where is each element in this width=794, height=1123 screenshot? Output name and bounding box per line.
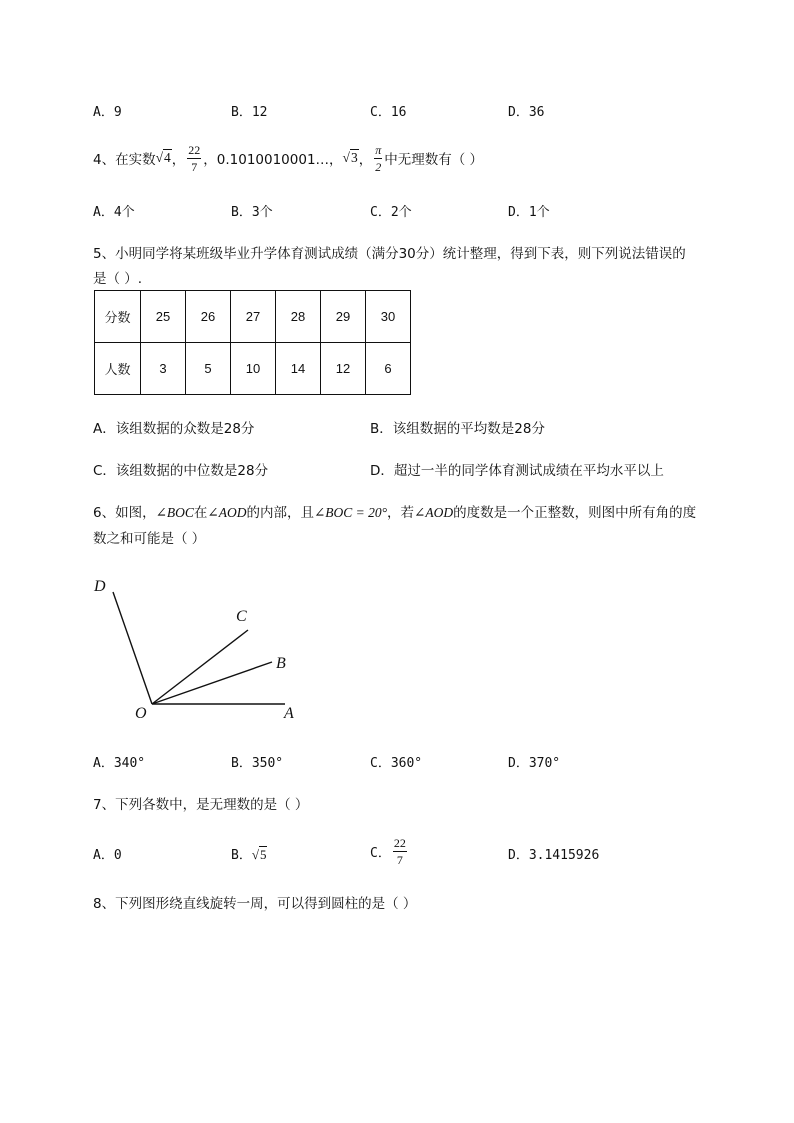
q7-option-c — [370, 833, 409, 869]
count-cell: 10 — [231, 343, 276, 395]
q4-fraction-22-7: $\frac{22}{7}$ — [188, 142, 201, 174]
label-b: B — [276, 655, 286, 672]
label-o: O — [135, 705, 147, 722]
q4-sqrt3: √3 — [342, 150, 358, 165]
q4-sep2: ， — [358, 152, 373, 168]
score-table — [94, 290, 411, 395]
score-cell: 26 — [186, 291, 231, 343]
q4-sep1: ， — [171, 152, 186, 168]
count-header: 人数 — [95, 343, 141, 395]
q6-option-b: B．350° — [231, 756, 284, 771]
q4-option-d: D．1个 — [508, 205, 550, 220]
score-cell: 25 — [141, 291, 186, 343]
q7-option-b — [231, 844, 267, 863]
q4-option-b: B．3个 — [231, 205, 273, 220]
q5-option-a: A．该组数据的众数是28分 — [93, 421, 255, 437]
score-cell: 30 — [366, 291, 411, 343]
q6-text-5: 的度数是一个正整数，则图中所有角的度 — [453, 505, 697, 521]
q4-fraction-pi-2: $\frac{\pi}{2}$ — [375, 142, 382, 174]
q7-option-c-label: C． — [370, 845, 391, 861]
q7-option-b-label: B． — [231, 848, 252, 863]
q4-decimal: ，0.1010010001…， — [203, 152, 343, 168]
q4-prefix: 4、在实数 — [93, 152, 156, 168]
q4-stem — [93, 140, 483, 176]
label-c: C — [236, 608, 247, 625]
q5-option-d: D．超过一半的同学体育测试成绩在平均水平以上 — [370, 463, 664, 479]
q6-text-1: 6、如图， — [93, 505, 156, 521]
q5-option-b: B．该组数据的平均数是28分 — [370, 421, 545, 437]
score-cell: 29 — [321, 291, 366, 343]
q7-sqrt5: √5 — [251, 847, 267, 862]
q6-option-a: A．340° — [93, 756, 146, 771]
q5-stem-line2: 是（ ）. — [93, 271, 143, 287]
q6-text-2: 在 — [193, 505, 208, 521]
q3-option-d: D．36 — [508, 105, 545, 120]
q6-text-4: ，若 — [387, 505, 415, 521]
q7-fraction-22-7: $\frac{22}{7}$ — [393, 835, 406, 867]
angle-figure — [80, 570, 320, 730]
q4-suffix: 中无理数有（ ） — [384, 152, 484, 168]
label-d: D — [94, 578, 106, 595]
label-a: A — [284, 705, 294, 722]
score-cell: 27 — [231, 291, 276, 343]
q7-option-d: D．3.1415926 — [508, 848, 600, 863]
score-row — [95, 291, 411, 343]
score-cell: 28 — [276, 291, 321, 343]
q5-stem-line1: 5、小明同学将某班级毕业升学体育测试成绩（满分30分）统计整理，得到下表，则下列说法错误的 — [93, 246, 686, 262]
score-header: 分数 — [95, 291, 141, 343]
ray-oc — [152, 630, 248, 704]
ray-ob — [152, 662, 272, 704]
q3-option-c: C．16 — [370, 105, 407, 120]
q3-option-b: B．12 — [231, 105, 268, 120]
q6-stem-line2: 数之和可能是（ ） — [93, 531, 206, 547]
count-cell: 12 — [321, 343, 366, 395]
q6-stem-line1 — [93, 501, 696, 521]
count-cell: 5 — [186, 343, 231, 395]
q3-option-a: A．9 — [93, 105, 122, 120]
count-cell: 3 — [141, 343, 186, 395]
q5-option-c: C．该组数据的中位数是28分 — [93, 463, 269, 479]
q4-option-c: C．2个 — [370, 205, 412, 220]
q6-angle-aod-2: ∠AOD — [414, 505, 454, 520]
q6-text-3: 的内部，且 — [246, 505, 314, 521]
count-row — [95, 343, 411, 395]
q6-angle-boc: ∠BOC — [155, 505, 194, 520]
q7-option-a: A．0 — [93, 848, 122, 863]
q6-option-d: D．370° — [508, 756, 561, 771]
count-cell: 6 — [366, 343, 411, 395]
q6-angle-boc-value: ∠BOC = 20° — [313, 505, 388, 520]
q6-angle-aod: ∠AOD — [207, 505, 247, 520]
count-cell: 14 — [276, 343, 321, 395]
q6-option-c: C．360° — [370, 756, 423, 771]
q4-option-a: A．4个 — [93, 205, 135, 220]
ray-od — [113, 592, 152, 704]
q7-stem: 7、下列各数中，是无理数的是（ ） — [93, 797, 309, 813]
q4-sqrt4: √4 — [155, 150, 171, 165]
q8-stem: 8、下列图形绕直线旋转一周，可以得到圆柱的是（ ） — [93, 896, 417, 912]
